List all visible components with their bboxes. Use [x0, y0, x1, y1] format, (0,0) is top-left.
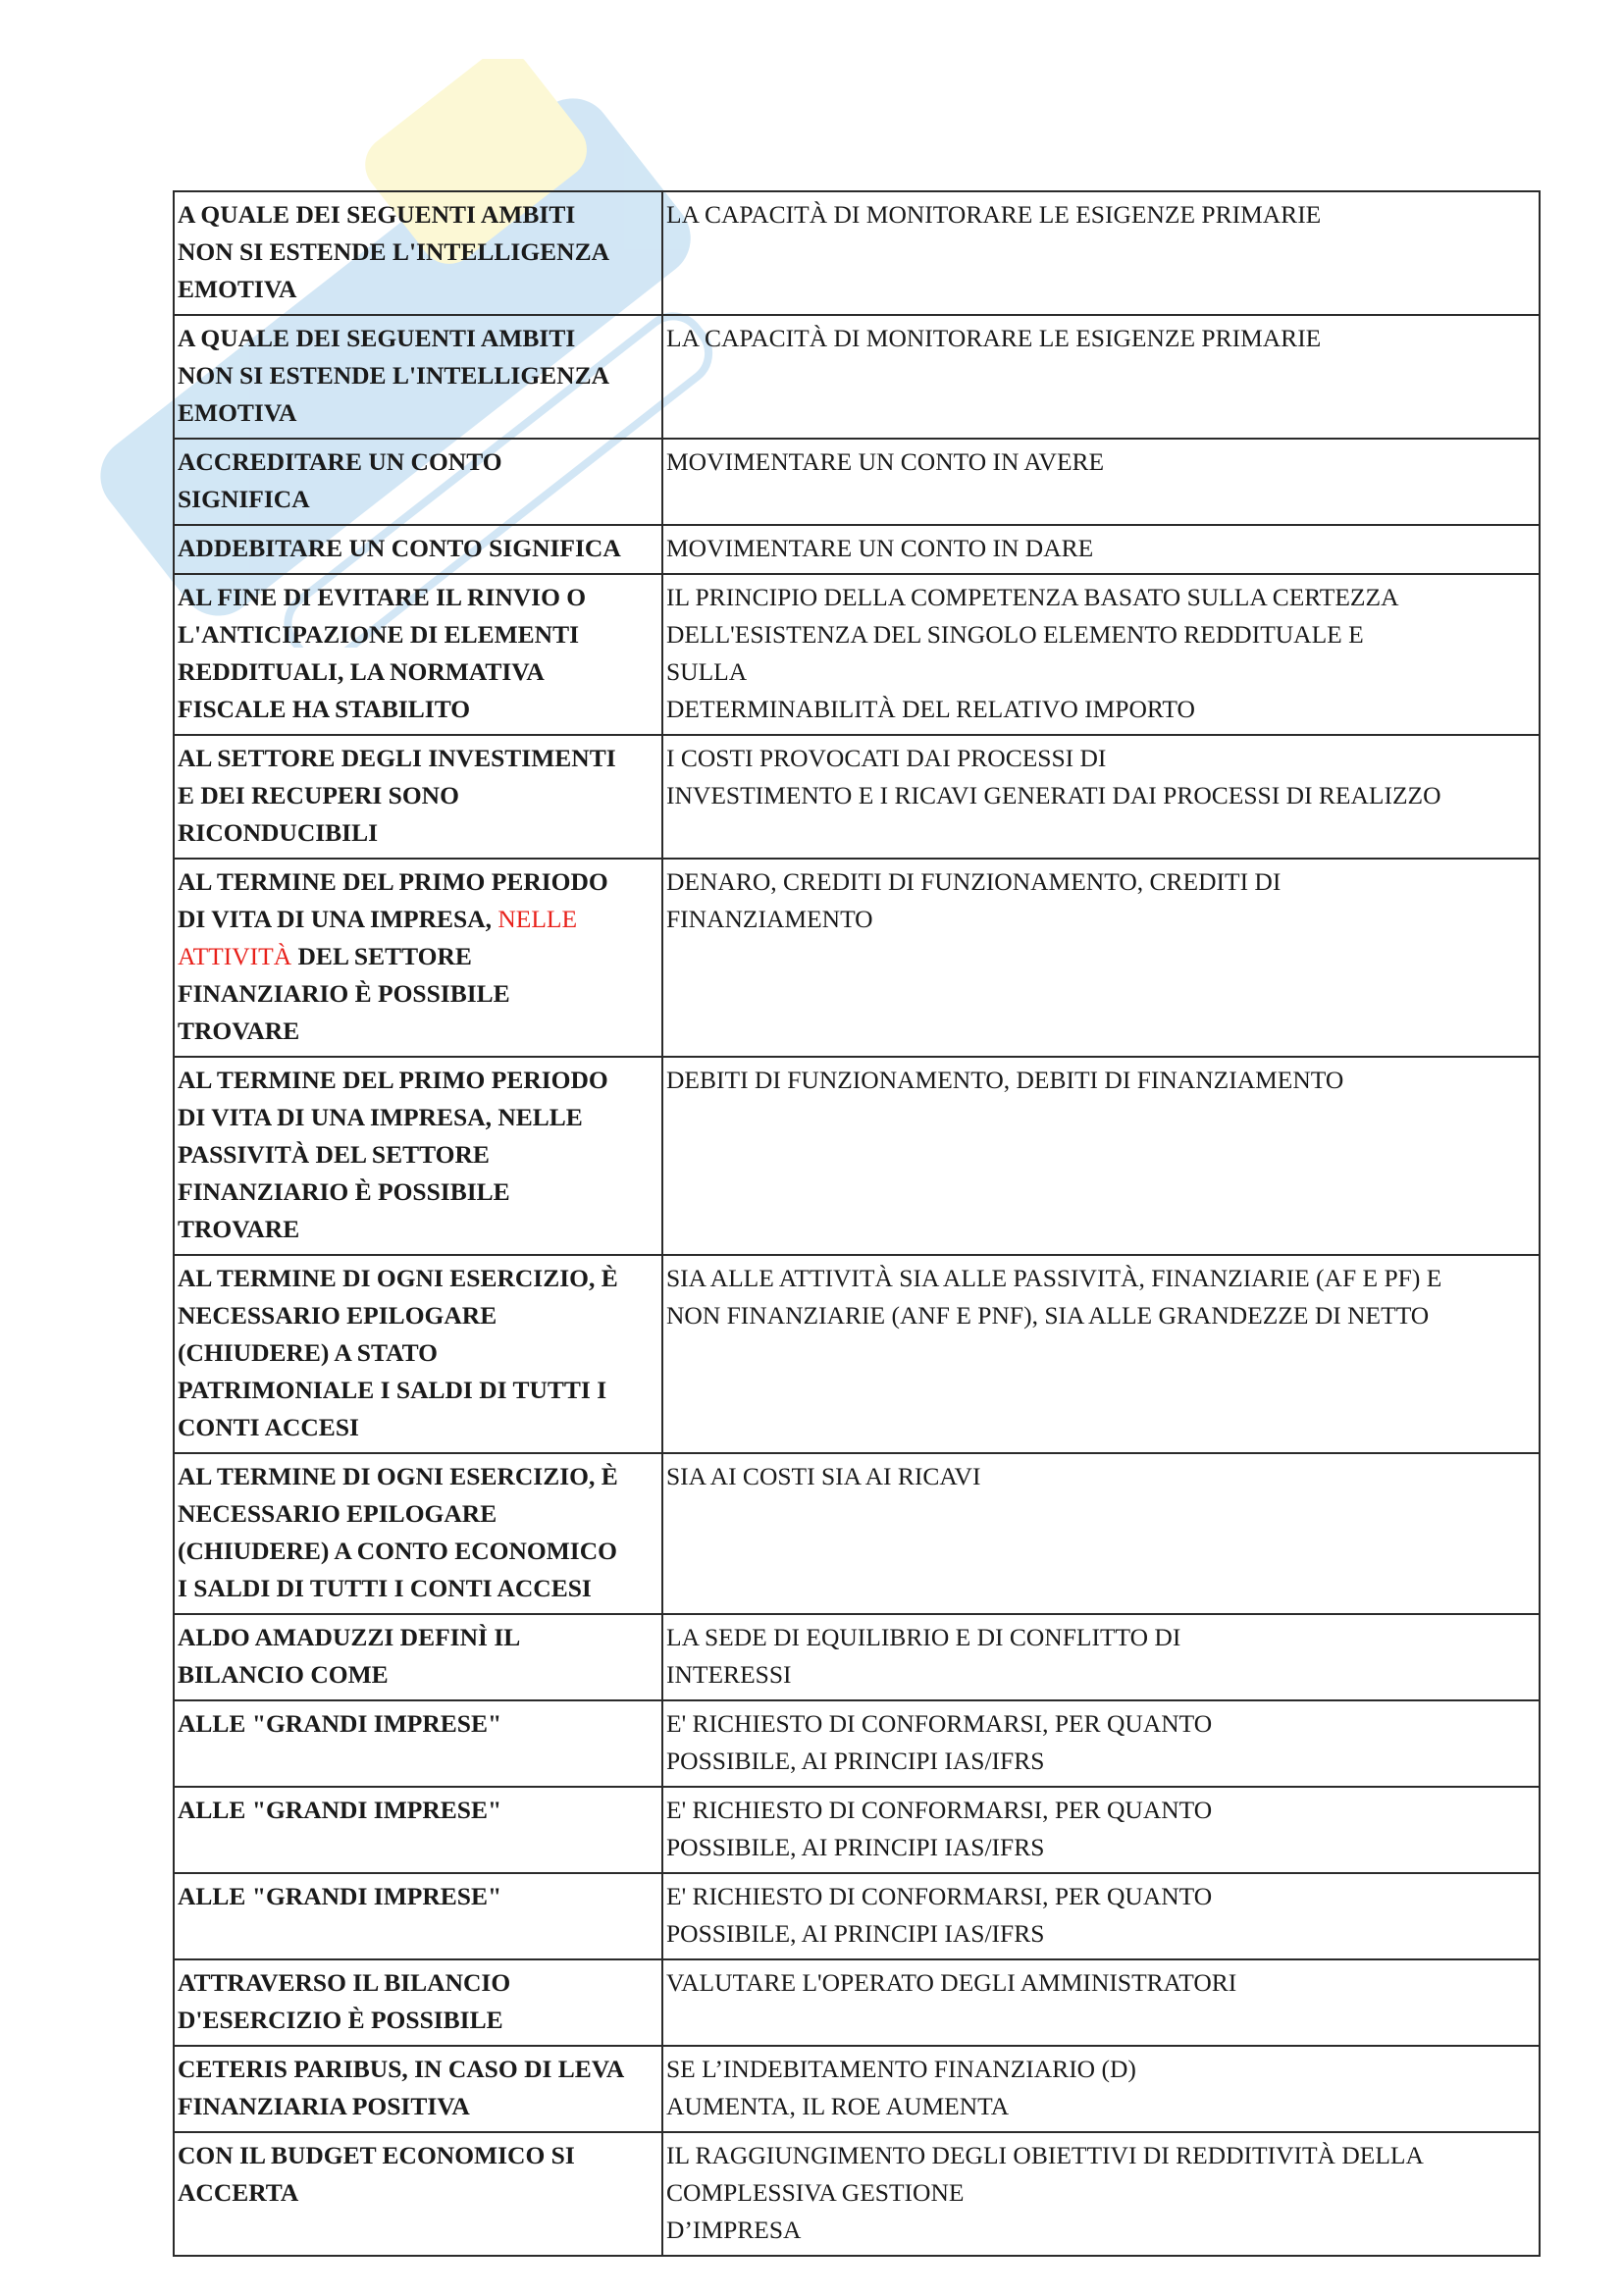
answer-line: LA SEDE DI EQUILIBRIO E DI CONFLITTO DI — [666, 1623, 1181, 1651]
answer-cell — [662, 1453, 1540, 1614]
answer-cell — [662, 315, 1540, 439]
table-row — [174, 2046, 1540, 2132]
question-cell — [174, 1453, 662, 1614]
table-row — [174, 1873, 1540, 1959]
question-line: EMOTIVA — [178, 275, 297, 303]
question-cell — [174, 1614, 662, 1700]
question-cell — [174, 2132, 662, 2256]
question-line: (CHIUDERE) A CONTO ECONOMICO — [178, 1537, 617, 1565]
question-line: AL TERMINE DI OGNI ESERCIZIO, È — [178, 1462, 618, 1490]
answer-line: INTERESSI — [666, 1660, 792, 1689]
question-cell — [174, 1700, 662, 1787]
answer-line: I COSTI PROVOCATI DAI PROCESSI DI — [666, 744, 1107, 772]
table-row — [174, 735, 1540, 859]
question-line: AL FINE DI EVITARE IL RINVIO O — [178, 583, 587, 611]
question-line: SIGNIFICA — [178, 485, 310, 513]
question-line: D'ESERCIZIO È POSSIBILE — [178, 2006, 503, 2034]
table-row — [174, 1614, 1540, 1700]
answer-line: DELL'ESISTENZA DEL SINGOLO ELEMENTO REDDITUALE E — [666, 620, 1364, 649]
answer-line: LA CAPACITÀ DI MONITORARE LE ESIGENZE PRIMARIE — [666, 200, 1322, 229]
answer-line: COMPLESSIVA GESTIONE — [666, 2178, 965, 2207]
question-line: TROVARE — [178, 1215, 300, 1243]
question-line: NON SI ESTENDE L'INTELLIGENZA — [178, 237, 610, 266]
answer-line: POSSIBILE, AI PRINCIPI IAS/IFRS — [666, 1833, 1045, 1861]
question-fragment: ATTIVITÀ — [178, 942, 292, 970]
question-line: PASSIVITÀ DEL SETTORE — [178, 1140, 490, 1169]
answer-cell — [662, 1700, 1540, 1787]
question-line: (CHIUDERE) A STATO — [178, 1338, 438, 1367]
question-line: CETERIS PARIBUS, IN CASO DI LEVA — [178, 2055, 625, 2083]
answer-line: AUMENTA, IL ROE AUMENTA — [666, 2092, 1010, 2120]
question-line: FISCALE HA STABILITO — [178, 695, 471, 723]
answer-line: IL PRINCIPIO DELLA COMPETENZA BASATO SULLA CERTEZZA — [666, 583, 1399, 611]
question-line: A QUALE DEI SEGUENTI AMBITI — [178, 324, 576, 352]
question-fragment: AL TERMINE DEL PRIMO PERIODO — [178, 867, 608, 896]
table-row — [174, 1700, 1540, 1787]
table-row — [174, 859, 1540, 1057]
table-row — [174, 315, 1540, 439]
question-cell — [174, 574, 662, 735]
question-line: E DEI RECUPERI SONO — [178, 781, 459, 809]
question-line: PATRIMONIALE I SALDI DI TUTTI I — [178, 1376, 607, 1404]
answer-line: SIA ALLE ATTIVITÀ SIA ALLE PASSIVITÀ, FINANZIARIE (AF E PF) E — [666, 1264, 1442, 1292]
answer-line: MOVIMENTARE UN CONTO IN DARE — [666, 534, 1094, 562]
question-cell — [174, 1787, 662, 1873]
question-line: L'ANTICIPAZIONE DI ELEMENTI — [178, 620, 580, 649]
answer-line: SULLA — [666, 657, 748, 686]
answer-cell — [662, 525, 1540, 574]
answer-cell — [662, 2046, 1540, 2132]
answer-cell — [662, 1614, 1540, 1700]
table-row — [174, 574, 1540, 735]
question-line: NON SI ESTENDE L'INTELLIGENZA — [178, 361, 610, 390]
question-line: RICONDUCIBILI — [178, 818, 379, 847]
question-line: ALDO AMADUZZI DEFINÌ IL — [178, 1623, 521, 1651]
question-line: A QUALE DEI SEGUENTI AMBITI — [178, 200, 576, 229]
question-cell — [174, 1057, 662, 1255]
question-line: AL TERMINE DI OGNI ESERCIZIO, È — [178, 1264, 618, 1292]
table-row — [174, 1959, 1540, 2046]
answer-line: DENARO, CREDITI DI FUNZIONAMENTO, CREDITI DI — [666, 867, 1282, 896]
question-line — [178, 938, 658, 975]
answer-cell — [662, 1057, 1540, 1255]
question-line: REDDITUALI, LA NORMATIVA — [178, 657, 545, 686]
question-line: CONTI ACCESI — [178, 1413, 359, 1441]
table-row — [174, 1057, 1540, 1255]
question-cell — [174, 525, 662, 574]
question-line: ALLE "GRANDI IMPRESE" — [178, 1796, 502, 1824]
table-row — [174, 191, 1540, 315]
question-fragment: DEL SETTORE — [291, 942, 472, 970]
question-line: ALLE "GRANDI IMPRESE" — [178, 1882, 502, 1910]
question-fragment: NELLE — [497, 905, 578, 933]
answer-line: INVESTIMENTO E I RICAVI GENERATI DAI PROCESSI DI REALIZZO — [666, 781, 1441, 809]
answer-cell — [662, 859, 1540, 1057]
question-line: ATTRAVERSO IL BILANCIO — [178, 1968, 511, 1997]
table-row — [174, 525, 1540, 574]
question-line: CON IL BUDGET ECONOMICO SI — [178, 2141, 575, 2169]
answer-line: DEBITI DI FUNZIONAMENTO, DEBITI DI FINANZIAMENTO — [666, 1066, 1344, 1094]
question-cell — [174, 191, 662, 315]
table-row — [174, 2132, 1540, 2256]
answer-cell — [662, 439, 1540, 525]
question-line — [178, 1013, 658, 1050]
answer-line: D’IMPRESA — [666, 2216, 802, 2244]
answer-line: E' RICHIESTO DI CONFORMARSI, PER QUANTO — [666, 1709, 1213, 1738]
answer-cell — [662, 1959, 1540, 2046]
qa-table — [173, 190, 1541, 2257]
question-line: FINANZIARIA POSITIVA — [178, 2092, 470, 2120]
question-line: ACCREDITARE UN CONTO — [178, 447, 502, 476]
question-cell — [174, 315, 662, 439]
answer-line: POSSIBILE, AI PRINCIPI IAS/IFRS — [666, 1747, 1045, 1775]
question-line: FINANZIARIO È POSSIBILE — [178, 1177, 510, 1206]
question-cell — [174, 735, 662, 859]
answer-line: E' RICHIESTO DI CONFORMARSI, PER QUANTO — [666, 1796, 1213, 1824]
question-cell — [174, 1873, 662, 1959]
question-line: DI VITA DI UNA IMPRESA, NELLE — [178, 1103, 583, 1131]
answer-line: FINANZIAMENTO — [666, 905, 873, 933]
table-row — [174, 1255, 1540, 1453]
question-cell — [174, 2046, 662, 2132]
table-row — [174, 439, 1540, 525]
question-line — [178, 975, 658, 1013]
answer-line: DETERMINABILITÀ DEL RELATIVO IMPORTO — [666, 695, 1195, 723]
question-fragment: TROVARE — [178, 1017, 300, 1045]
answer-line: SE L’INDEBITAMENTO FINANZIARIO (D) — [666, 2055, 1136, 2083]
question-cell — [174, 1255, 662, 1453]
answer-cell — [662, 735, 1540, 859]
question-cell — [174, 1959, 662, 2046]
question-line: NECESSARIO EPILOGARE — [178, 1301, 497, 1330]
answer-cell — [662, 1255, 1540, 1453]
answer-cell — [662, 574, 1540, 735]
question-line: AL SETTORE DEGLI INVESTIMENTI — [178, 744, 616, 772]
question-line: BILANCIO COME — [178, 1660, 389, 1689]
question-line — [178, 863, 658, 901]
answer-line: NON FINANZIARIE (ANF E PNF), SIA ALLE GRANDEZZE DI NETTO — [666, 1301, 1430, 1330]
question-cell — [174, 859, 662, 1057]
question-line: NECESSARIO EPILOGARE — [178, 1499, 497, 1528]
answer-line: LA CAPACITÀ DI MONITORARE LE ESIGENZE PRIMARIE — [666, 324, 1322, 352]
question-fragment: FINANZIARIO È POSSIBILE — [178, 979, 510, 1008]
question-line: AL TERMINE DEL PRIMO PERIODO — [178, 1066, 608, 1094]
question-line — [178, 901, 658, 938]
answer-line: POSSIBILE, AI PRINCIPI IAS/IFRS — [666, 1919, 1045, 1948]
answer-cell — [662, 191, 1540, 315]
table-row — [174, 1453, 1540, 1614]
answer-line: E' RICHIESTO DI CONFORMARSI, PER QUANTO — [666, 1882, 1213, 1910]
answer-line: IL RAGGIUNGIMENTO DEGLI OBIETTIVI DI REDDITIVITÀ DELLA — [666, 2141, 1424, 2169]
question-line: ALLE "GRANDI IMPRESE" — [178, 1709, 502, 1738]
answer-cell — [662, 1873, 1540, 1959]
answer-line: SIA AI COSTI SIA AI RICAVI — [666, 1462, 981, 1490]
question-line: I SALDI DI TUTTI I CONTI ACCESI — [178, 1574, 592, 1602]
qa-table-body — [174, 191, 1540, 2256]
answer-line: MOVIMENTARE UN CONTO IN AVERE — [666, 447, 1105, 476]
question-fragment: DI VITA DI UNA IMPRESA, — [178, 905, 498, 933]
answer-line: VALUTARE L'OPERATO DEGLI AMMINISTRATORI — [666, 1968, 1237, 1997]
answer-cell — [662, 2132, 1540, 2256]
question-cell — [174, 439, 662, 525]
answer-cell — [662, 1787, 1540, 1873]
question-line: EMOTIVA — [178, 398, 297, 427]
table-row — [174, 1787, 1540, 1873]
question-line: ADDEBITARE UN CONTO SIGNIFICA — [178, 534, 621, 562]
question-line: ACCERTA — [178, 2178, 299, 2207]
